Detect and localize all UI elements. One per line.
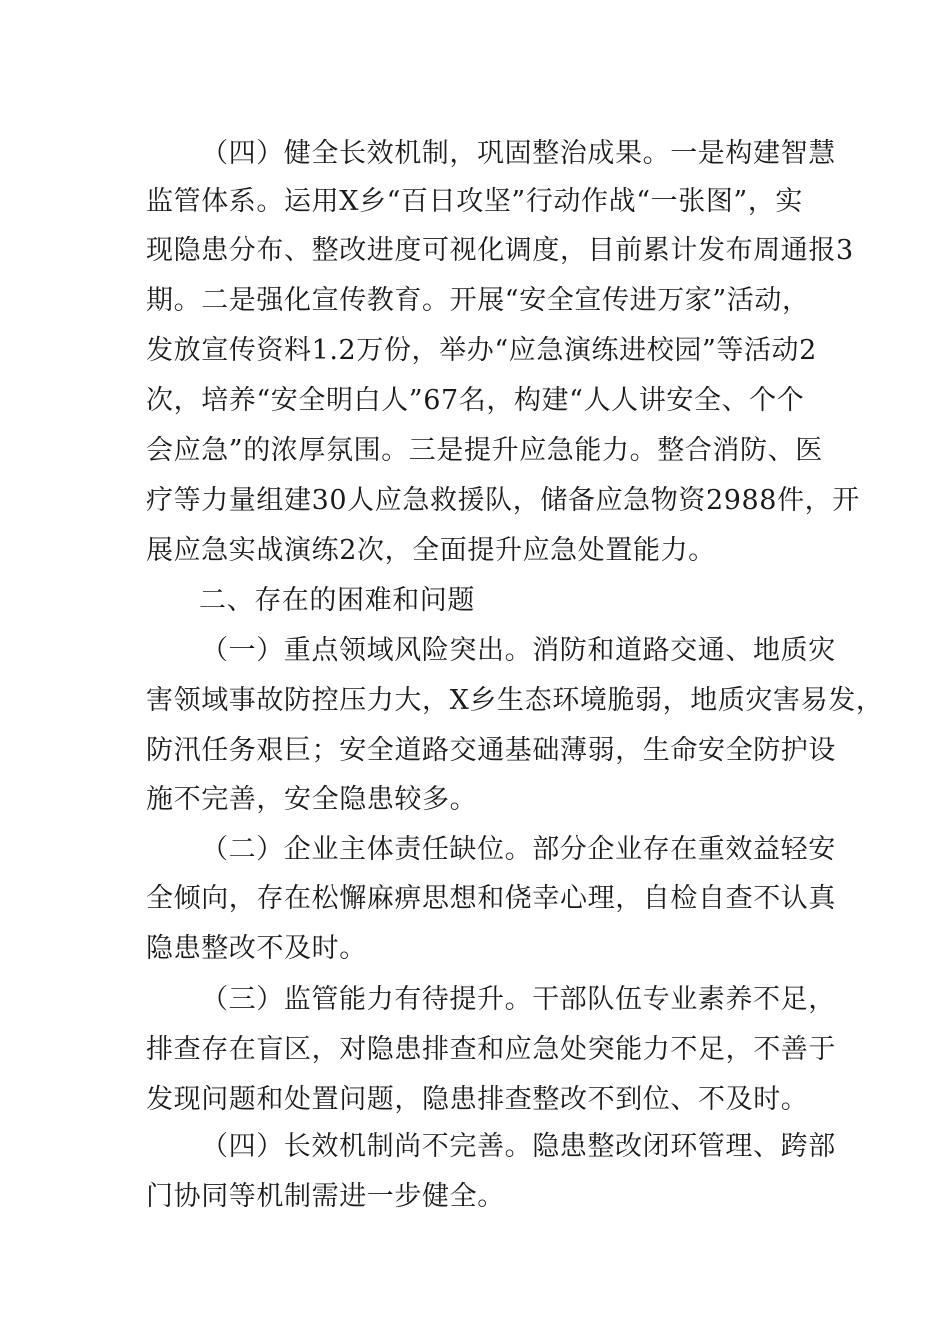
para-2-enterprise-line-2: 全倾向，存在松懈麻痹思想和侥幸心理，自检自查不认真 [146,883,836,914]
para-4-longterm-line-1: （四）长效机制尚不完善。隐患整改闭环管理、跨部 [201,1131,836,1162]
para-1-risk-line-4: 施不完善，安全隐患较多。 [146,784,478,815]
para-4-mechanism-line-4: 期。二是强化宣传教育。开展“安全宣传进万家”活动， [146,285,810,316]
section-heading-difficulties: 二、存在的困难和问题 [199,585,475,616]
para-4-mechanism-line-1: （四）健全长效机制，巩固整治成果。一是构建智慧 [201,138,836,169]
para-3-supervision-line-3: 发现问题和处置问题，隐患排查整改不到位、不及时。 [146,1084,809,1115]
para-4-longterm-line-2: 门协同等机制需进一步健全。 [146,1181,505,1212]
para-1-risk-line-1: （一）重点领域风险突出。消防和道路交通、地质灾 [201,635,836,666]
para-3-supervision-line-2: 排查存在盲区，对隐患排查和应急处突能力不足，不善于 [146,1034,836,1065]
para-3-supervision-line-1: （三）监管能力有待提升。干部队伍专业素养不足， [201,984,836,1015]
para-4-mechanism-line-7: 会应急”的浓厚氛围。三是提升应急能力。整合消防、医 [146,435,823,466]
para-1-risk-line-2: 害领域事故防控压力大，X乡生态环境脆弱，地质灾害易发， [146,685,884,716]
para-2-enterprise-line-3: 隐患整改不及时。 [146,933,367,964]
para-4-mechanism-line-6: 次，培养“安全明白人”67名，构建“人人讲安全、个个 [146,385,805,416]
para-1-risk-line-3: 防汛任务艰巨；安全道路交通基础薄弱，生命安全防护设 [146,735,836,766]
para-4-mechanism-line-9: 展应急实战演练2次，全面提升应急处置能力。 [146,535,716,566]
para-4-mechanism-line-5: 发放宣传资料1.2万份，举办“应急演练进校园”等活动2 [146,335,817,366]
para-4-mechanism-line-3: 现隐患分布、整改进度可视化调度，目前累计发布周通报3 [146,235,854,266]
para-4-mechanism-line-8: 疗等力量组建30人应急救援队，储备应急物资2988件，开 [146,485,860,516]
para-2-enterprise-line-1: （二）企业主体责任缺位。部分企业存在重效益轻安 [201,834,836,865]
para-4-mechanism-line-2: 监管体系。运用X乡“百日攻坚”行动作战“一张图”，实 [146,186,804,217]
